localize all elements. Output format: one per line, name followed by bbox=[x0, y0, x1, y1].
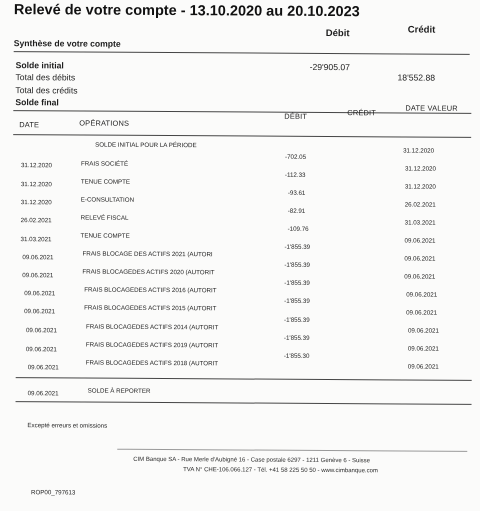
row-operation: FRAIS SOCIÉTÉ bbox=[80, 160, 129, 168]
col-date-header: DATE bbox=[19, 120, 40, 130]
row-date: 09.06.2021 bbox=[24, 308, 56, 316]
row-operation: FRAIS BLOCAGEDES ACTIFS 2018 (AUTORIT bbox=[85, 359, 219, 368]
row-date: 09.06.2021 bbox=[25, 346, 57, 354]
row-operation: TENUE COMPTE bbox=[80, 178, 131, 186]
summary-credit-header: Crédit bbox=[407, 24, 436, 36]
row-date-valeur: 09.06.2021 bbox=[404, 237, 436, 245]
table-header-divider bbox=[13, 134, 471, 138]
statement-title: Relevé de votre compte - 13.10.2020 au 20.10.2023 bbox=[13, 2, 360, 21]
report-label: SOLDE À REPORTER bbox=[87, 387, 151, 395]
row-date: 09.06.2021 bbox=[22, 272, 54, 280]
errors-note: Excepté erreurs et omissions bbox=[27, 422, 108, 430]
report-bottom-divider bbox=[16, 401, 472, 405]
report-top-divider bbox=[16, 377, 472, 381]
row-debit: -1'855.30 bbox=[283, 352, 310, 360]
row-operation: FRAIS BLOCAGE DES ACTIFS 2021 (AUTORI bbox=[82, 250, 213, 259]
row-debit: -1'855.39 bbox=[284, 297, 310, 305]
row-date-valeur: 09.06.2021 bbox=[404, 255, 436, 263]
footer-divider bbox=[117, 449, 467, 452]
row-operation: FRAIS BLOCAGEDES ACTIFS 2014 (AUTORIT bbox=[85, 323, 219, 332]
summary-section-title: Synthèse de votre compte bbox=[13, 38, 121, 49]
col-operations-header: OPÉRATIONS bbox=[79, 118, 130, 128]
row-debit: -702.05 bbox=[285, 153, 307, 161]
row-date: 26.02.2021 bbox=[20, 217, 52, 225]
row-debit: -93.61 bbox=[287, 189, 306, 197]
row-debit: -1'855.39 bbox=[284, 243, 311, 251]
row-date: 31.12.2020 bbox=[20, 181, 52, 189]
report-date: 09.06.2021 bbox=[27, 390, 59, 398]
row-date: 09.06.2021 bbox=[25, 327, 57, 335]
row-operation: SOLDE INITIAL POUR LA PÉRIODE bbox=[95, 141, 197, 150]
row-date-valeur: 31.03.2021 bbox=[404, 219, 436, 227]
row-operation: FRAIS BLOCAGEDES ACTIFS 2016 (AUTORIT bbox=[84, 286, 217, 295]
row-date: 31.03.2021 bbox=[20, 236, 52, 244]
row-date-valeur: 31.12.2020 bbox=[404, 165, 436, 173]
row-date-valeur: 09.06.2021 bbox=[406, 309, 438, 317]
col-credit-header: CRÉDIT bbox=[347, 108, 377, 118]
row-debit: -1'855.39 bbox=[284, 279, 310, 287]
row-operation: E-CONSULTATION bbox=[80, 196, 135, 204]
row-debit: -112.33 bbox=[284, 171, 306, 179]
summary-divider bbox=[14, 51, 470, 55]
total-credits-label: Total des crédits bbox=[15, 85, 78, 96]
solde-final-label: Solde final bbox=[15, 97, 59, 108]
row-debit: -1'855.39 bbox=[283, 334, 310, 342]
row-date-valeur: 09.06.2021 bbox=[407, 363, 439, 371]
row-date-valeur: 09.06.2021 bbox=[407, 327, 439, 335]
solde-initial-label: Solde initial bbox=[15, 60, 64, 71]
col-date-valeur-header: DATE VALEUR bbox=[405, 103, 458, 113]
bank-address: CIM Banque SA - Rue Merle d'Aubigné 16 - Case postale 6297 - 1211 Genève 6 - Suisse bbox=[133, 456, 371, 465]
row-date: 09.06.2021 bbox=[24, 290, 56, 298]
document-reference: ROP00_797613 bbox=[30, 489, 76, 497]
row-date: 09.06.2021 bbox=[22, 254, 54, 262]
row-debit: -109.76 bbox=[287, 225, 309, 233]
row-date-valeur: 31.12.2020 bbox=[404, 183, 436, 191]
row-debit: -82.91 bbox=[287, 207, 306, 215]
summary-bottom-divider bbox=[13, 110, 471, 114]
col-debit-header: DÉBIT bbox=[284, 111, 308, 121]
summary-debit-header: Débit bbox=[325, 27, 350, 40]
row-operation: RELEVÉ FISCAL bbox=[80, 214, 129, 222]
row-date-valeur: 09.06.2021 bbox=[406, 291, 438, 299]
total-debits-label: Total des débits bbox=[15, 72, 76, 83]
solde-initial-value: -29'905.07 bbox=[309, 61, 350, 73]
row-date: 09.06.2021 bbox=[27, 364, 59, 372]
row-date-valeur: 09.06.2021 bbox=[404, 273, 436, 281]
row-date-valeur: 09.06.2021 bbox=[407, 345, 439, 353]
bank-vat-contact: TVA N° CHE-106.066.127 - Tél. +41 58 225 50 50 - www.cimbanque.com bbox=[183, 467, 378, 475]
row-operation: FRAIS BLOCAGEDES ACTIFS 2020 (AUTORIT bbox=[82, 268, 215, 277]
row-date: 31.12.2020 bbox=[20, 199, 52, 207]
row-date: 31.12.2020 bbox=[20, 162, 52, 170]
total-credits-value: 18'552.88 bbox=[397, 72, 436, 83]
row-debit: -1'855.39 bbox=[284, 316, 310, 324]
row-date-valeur: 26.02.2021 bbox=[404, 201, 436, 209]
row-operation: FRAIS BLOCAGEDES ACTIFS 2019 (AUTORIT bbox=[85, 341, 219, 350]
row-date-valeur: 31.12.2020 bbox=[403, 147, 435, 155]
row-operation: TENUE COMPTE bbox=[80, 232, 130, 240]
row-operation: FRAIS BLOCAGEDES ACTIFS 2015 (AUTORIT bbox=[84, 304, 217, 313]
row-debit: -1'855.39 bbox=[284, 261, 311, 269]
